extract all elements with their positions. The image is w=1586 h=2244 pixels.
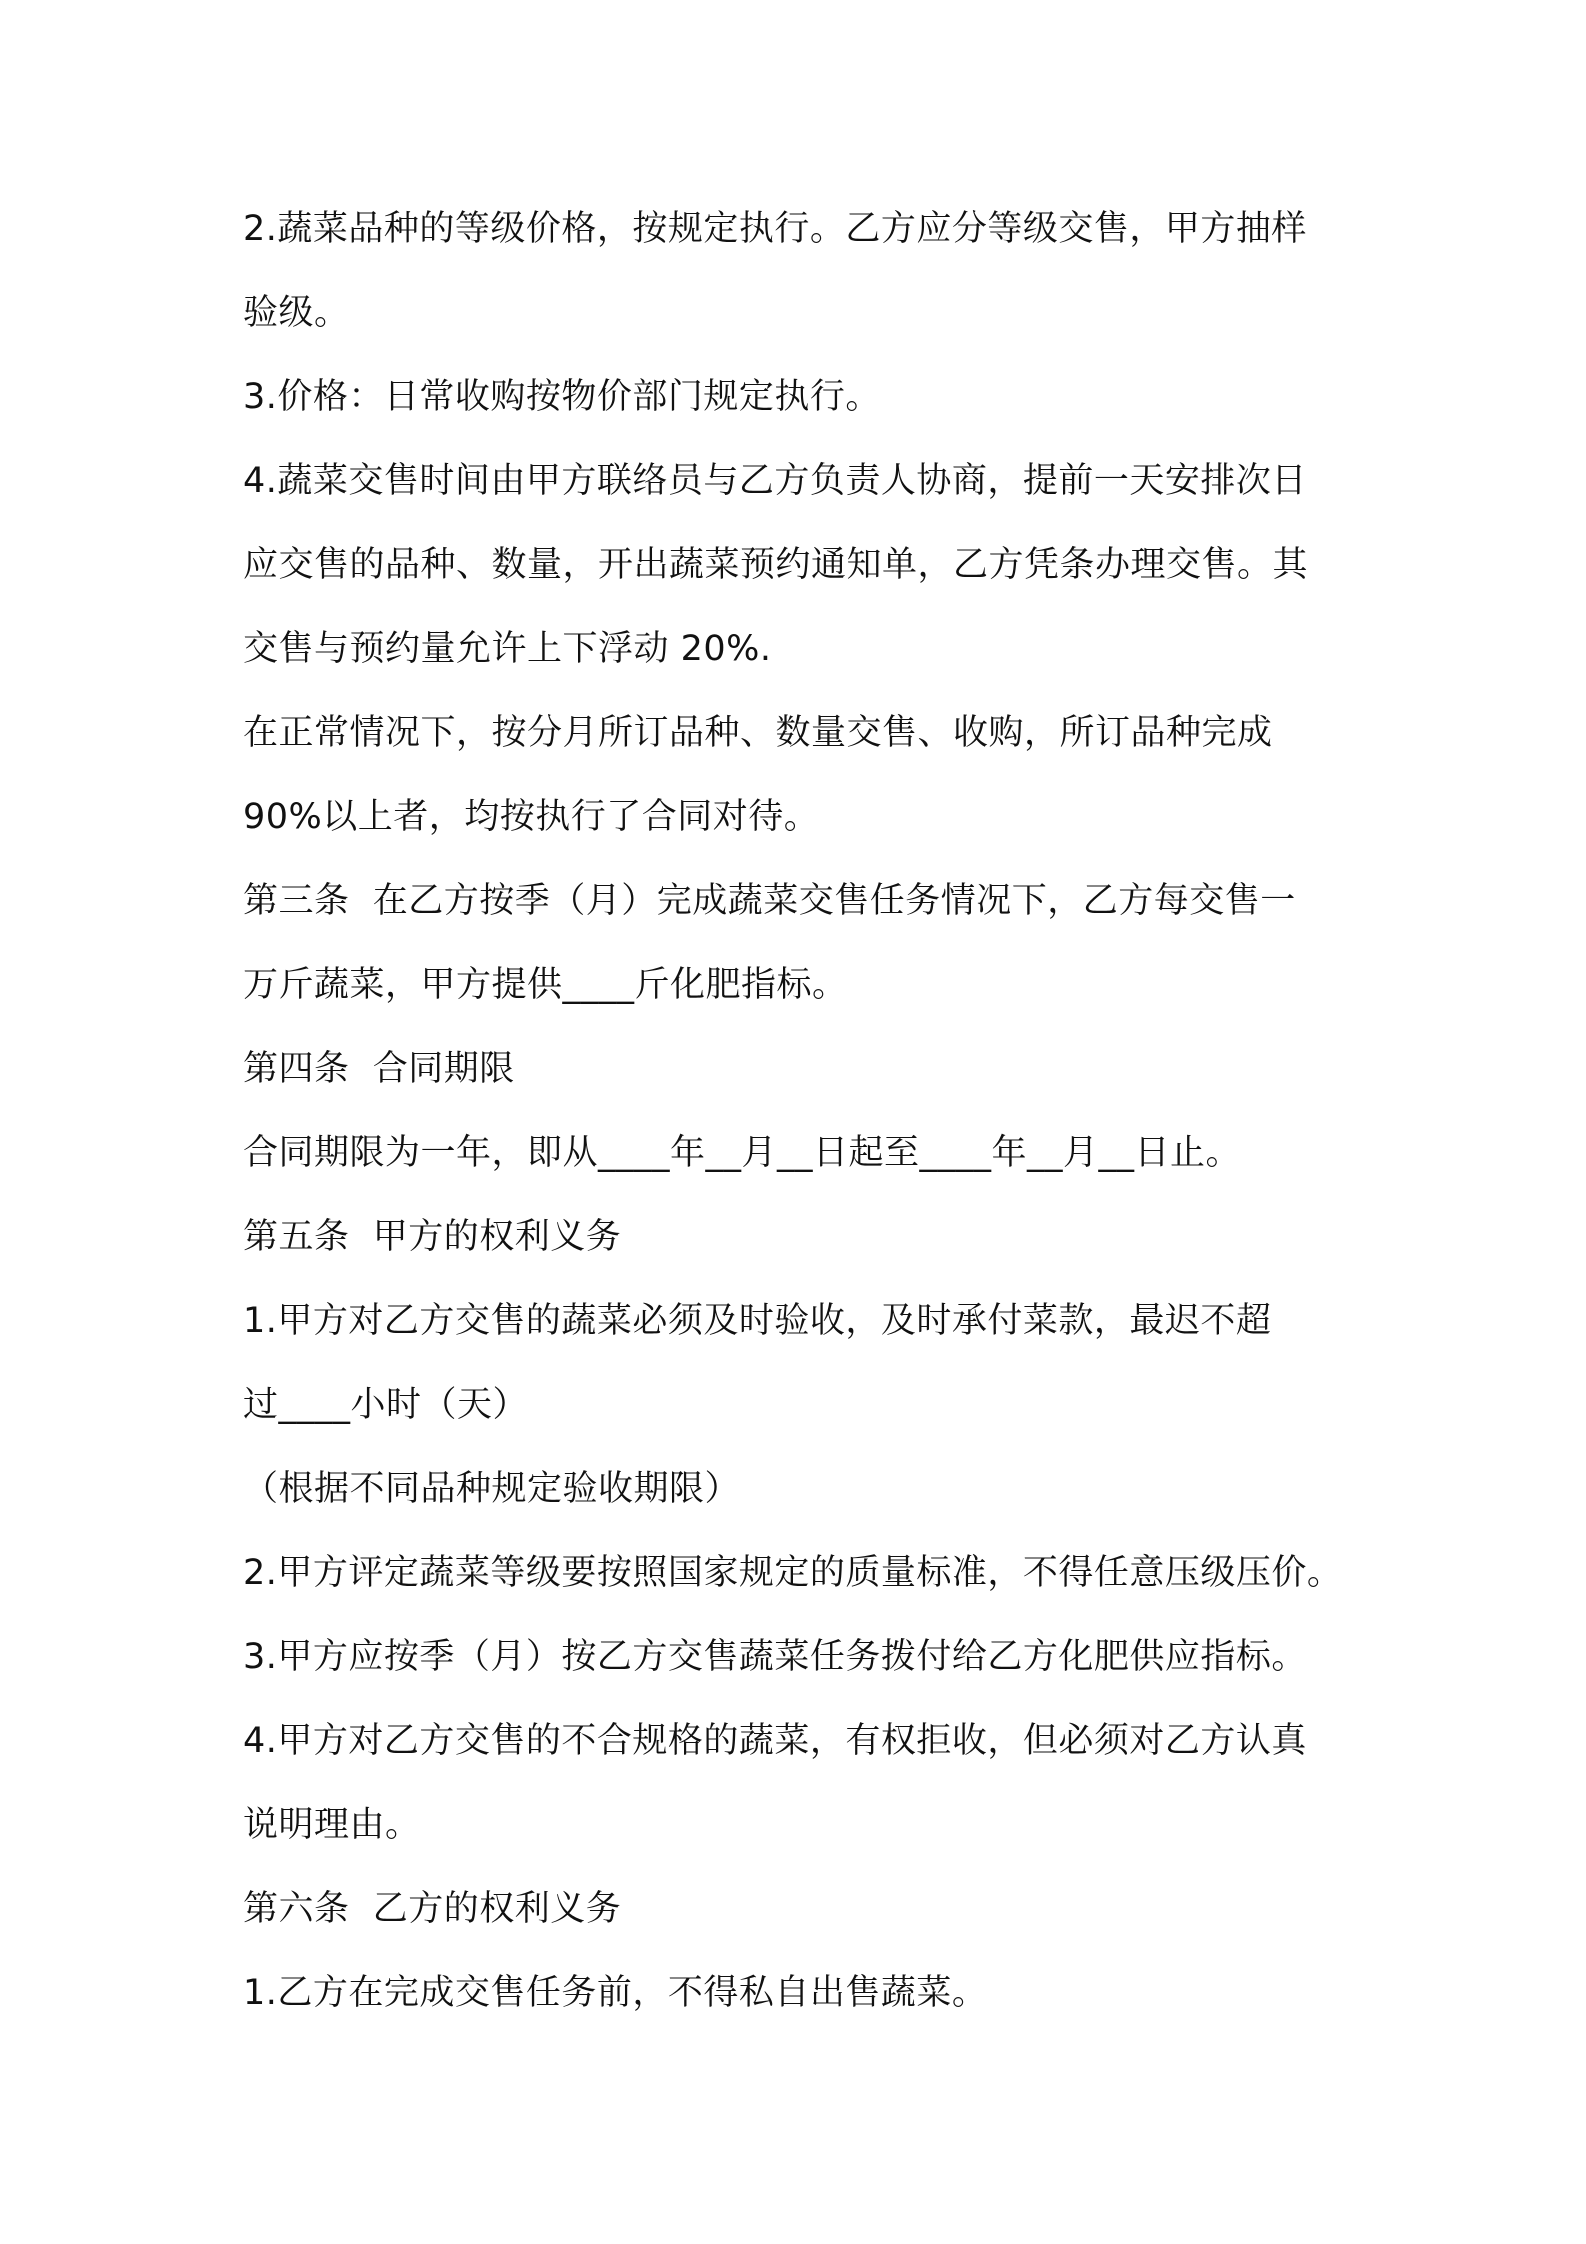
text-line: 2.甲方评定蔬菜等级要按照国家规定的质量标准，不得任意压级压价。 bbox=[243, 1553, 1343, 1593]
text-line: 说明理由。 bbox=[243, 1805, 421, 1845]
text-line: 验级。 bbox=[243, 293, 350, 333]
text-line: 合同期限为一年，即从____年__月__日起至____年__月__日止。 bbox=[243, 1133, 1242, 1173]
text-line: 万斤蔬菜，甲方提供____斤化肥指标。 bbox=[243, 965, 848, 1005]
text-line: 90%以上者，均按执行了合同对待。 bbox=[243, 797, 820, 837]
section-heading: 第六条 乙方的权利义务 bbox=[243, 1889, 622, 1929]
text-line: 过____小时（天） bbox=[243, 1385, 529, 1425]
text-line: 3.甲方应按季（月）按乙方交售蔬菜任务拨付给乙方化肥供应指标。 bbox=[243, 1637, 1307, 1677]
text-line: （根据不同品种规定验收期限） bbox=[243, 1469, 741, 1509]
section-heading: 第四条 合同期限 bbox=[243, 1049, 515, 1089]
text-line: 4.甲方对乙方交售的不合规格的蔬菜，有权拒收，但必须对乙方认真 bbox=[243, 1721, 1307, 1761]
text-line: 2.蔬菜品种的等级价格，按规定执行。乙方应分等级交售，甲方抽样 bbox=[243, 209, 1307, 249]
text-line: 3.价格：日常收购按物价部门规定执行。 bbox=[243, 377, 881, 417]
text-line: 应交售的品种、数量，开出蔬菜预约通知单，乙方凭条办理交售。其 bbox=[243, 545, 1309, 585]
text-line: 1.甲方对乙方交售的蔬菜必须及时验收，及时承付菜款，最迟不超 bbox=[243, 1301, 1272, 1341]
text-line: 1.乙方在完成交售任务前，不得私自出售蔬菜。 bbox=[243, 1973, 988, 2013]
text-line: 在正常情况下，按分月所订品种、数量交售、收购，所订品种完成 bbox=[243, 713, 1273, 753]
section-heading: 第五条 甲方的权利义务 bbox=[243, 1217, 622, 1257]
text-line: 4.蔬菜交售时间由甲方联络员与乙方负责人协商，提前一天安排次日 bbox=[243, 461, 1307, 501]
text-line: 交售与预约量允许上下浮动 20%. bbox=[243, 629, 772, 669]
text-line: 第三条 在乙方按季（月）完成蔬菜交售任务情况下，乙方每交售一 bbox=[243, 881, 1296, 921]
